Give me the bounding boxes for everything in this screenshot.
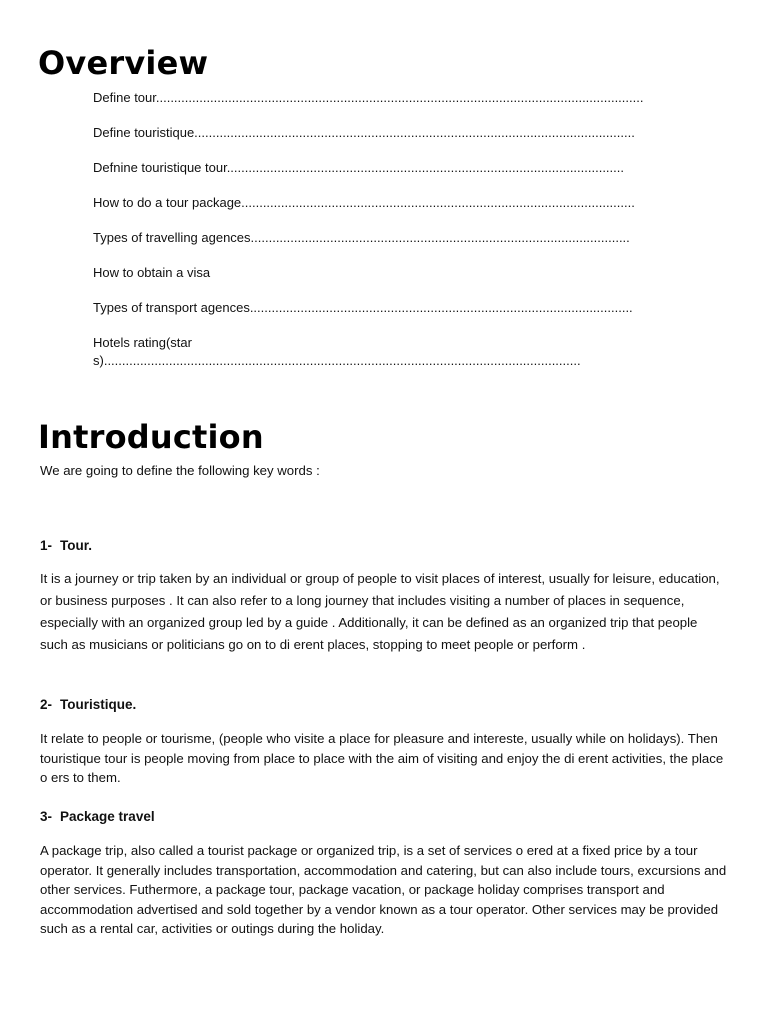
section-number: 2- [40, 697, 53, 712]
section-heading-package-travel [40, 809, 155, 824]
overview-item: Defnine touristique tour.............................................................................................................. [93, 160, 624, 175]
overview-heading: Overview [38, 44, 209, 82]
overview-item: Define tour....................................................................................................................................... [93, 90, 644, 105]
section-title: Tour. [60, 538, 93, 553]
overview-item: How to do a tour package............................................................................................................. [93, 195, 635, 210]
overview-item: Types of travelling agences......................................................................................................... [93, 230, 630, 245]
introduction-heading: Introduction [38, 418, 264, 456]
section-number: 1- [40, 538, 53, 553]
section-text-package-travel: A package trip, also called a tourist package or organized trip, is a set of services o ered at a fixed price by a tour operator. It generally includes transportation, accommodation and catering, but can also include tours, excursions and other services. Futhermore, a package tour, package vacation, or package holiday comprises transport and accommodation advertised and sold together by a vendor known as a tour operator. Other services may be provided such as a rental car, activities or outings during the holiday. [40, 843, 727, 937]
section-text-tour: It is a journey or trip taken by an individual or group of people to visit places of interest, usually for leisure, education, or business purposes . It can also refer to a long journey that includes visiting a number of places in sequence, especially with an organized group led by a guide . Additionally, it can be defined as an organized trip that people such as musicians or politicians go on to di erent places, stopping to meet people or perform . [40, 571, 720, 652]
section-heading-tour [40, 538, 92, 553]
overview-item: Hotels rating(stars).................................................................................................................................... [93, 335, 581, 368]
overview-item: How to obtain a visa [93, 265, 211, 280]
section-title: Package travel [60, 809, 155, 824]
overview-item: Types of transport agences.......................................................................................................... [93, 300, 633, 315]
section-title: Touristique. [60, 697, 137, 712]
overview-list [93, 89, 703, 370]
section-number: 3- [40, 809, 53, 824]
section-text-touristique: It relate to people or tourisme, (people who visite a place for pleasure and intereste, usually while on holidays). Then touristique tour is people moving from place to place with the aim of visiting and enjoy the di erent activities, the place o ers to them. [40, 731, 724, 786]
section-heading-touristique [40, 697, 136, 712]
overview-item: Define touristique.......................................................................................................................... [93, 125, 635, 140]
introduction-lead: We are going to define the following key words : [40, 463, 320, 478]
